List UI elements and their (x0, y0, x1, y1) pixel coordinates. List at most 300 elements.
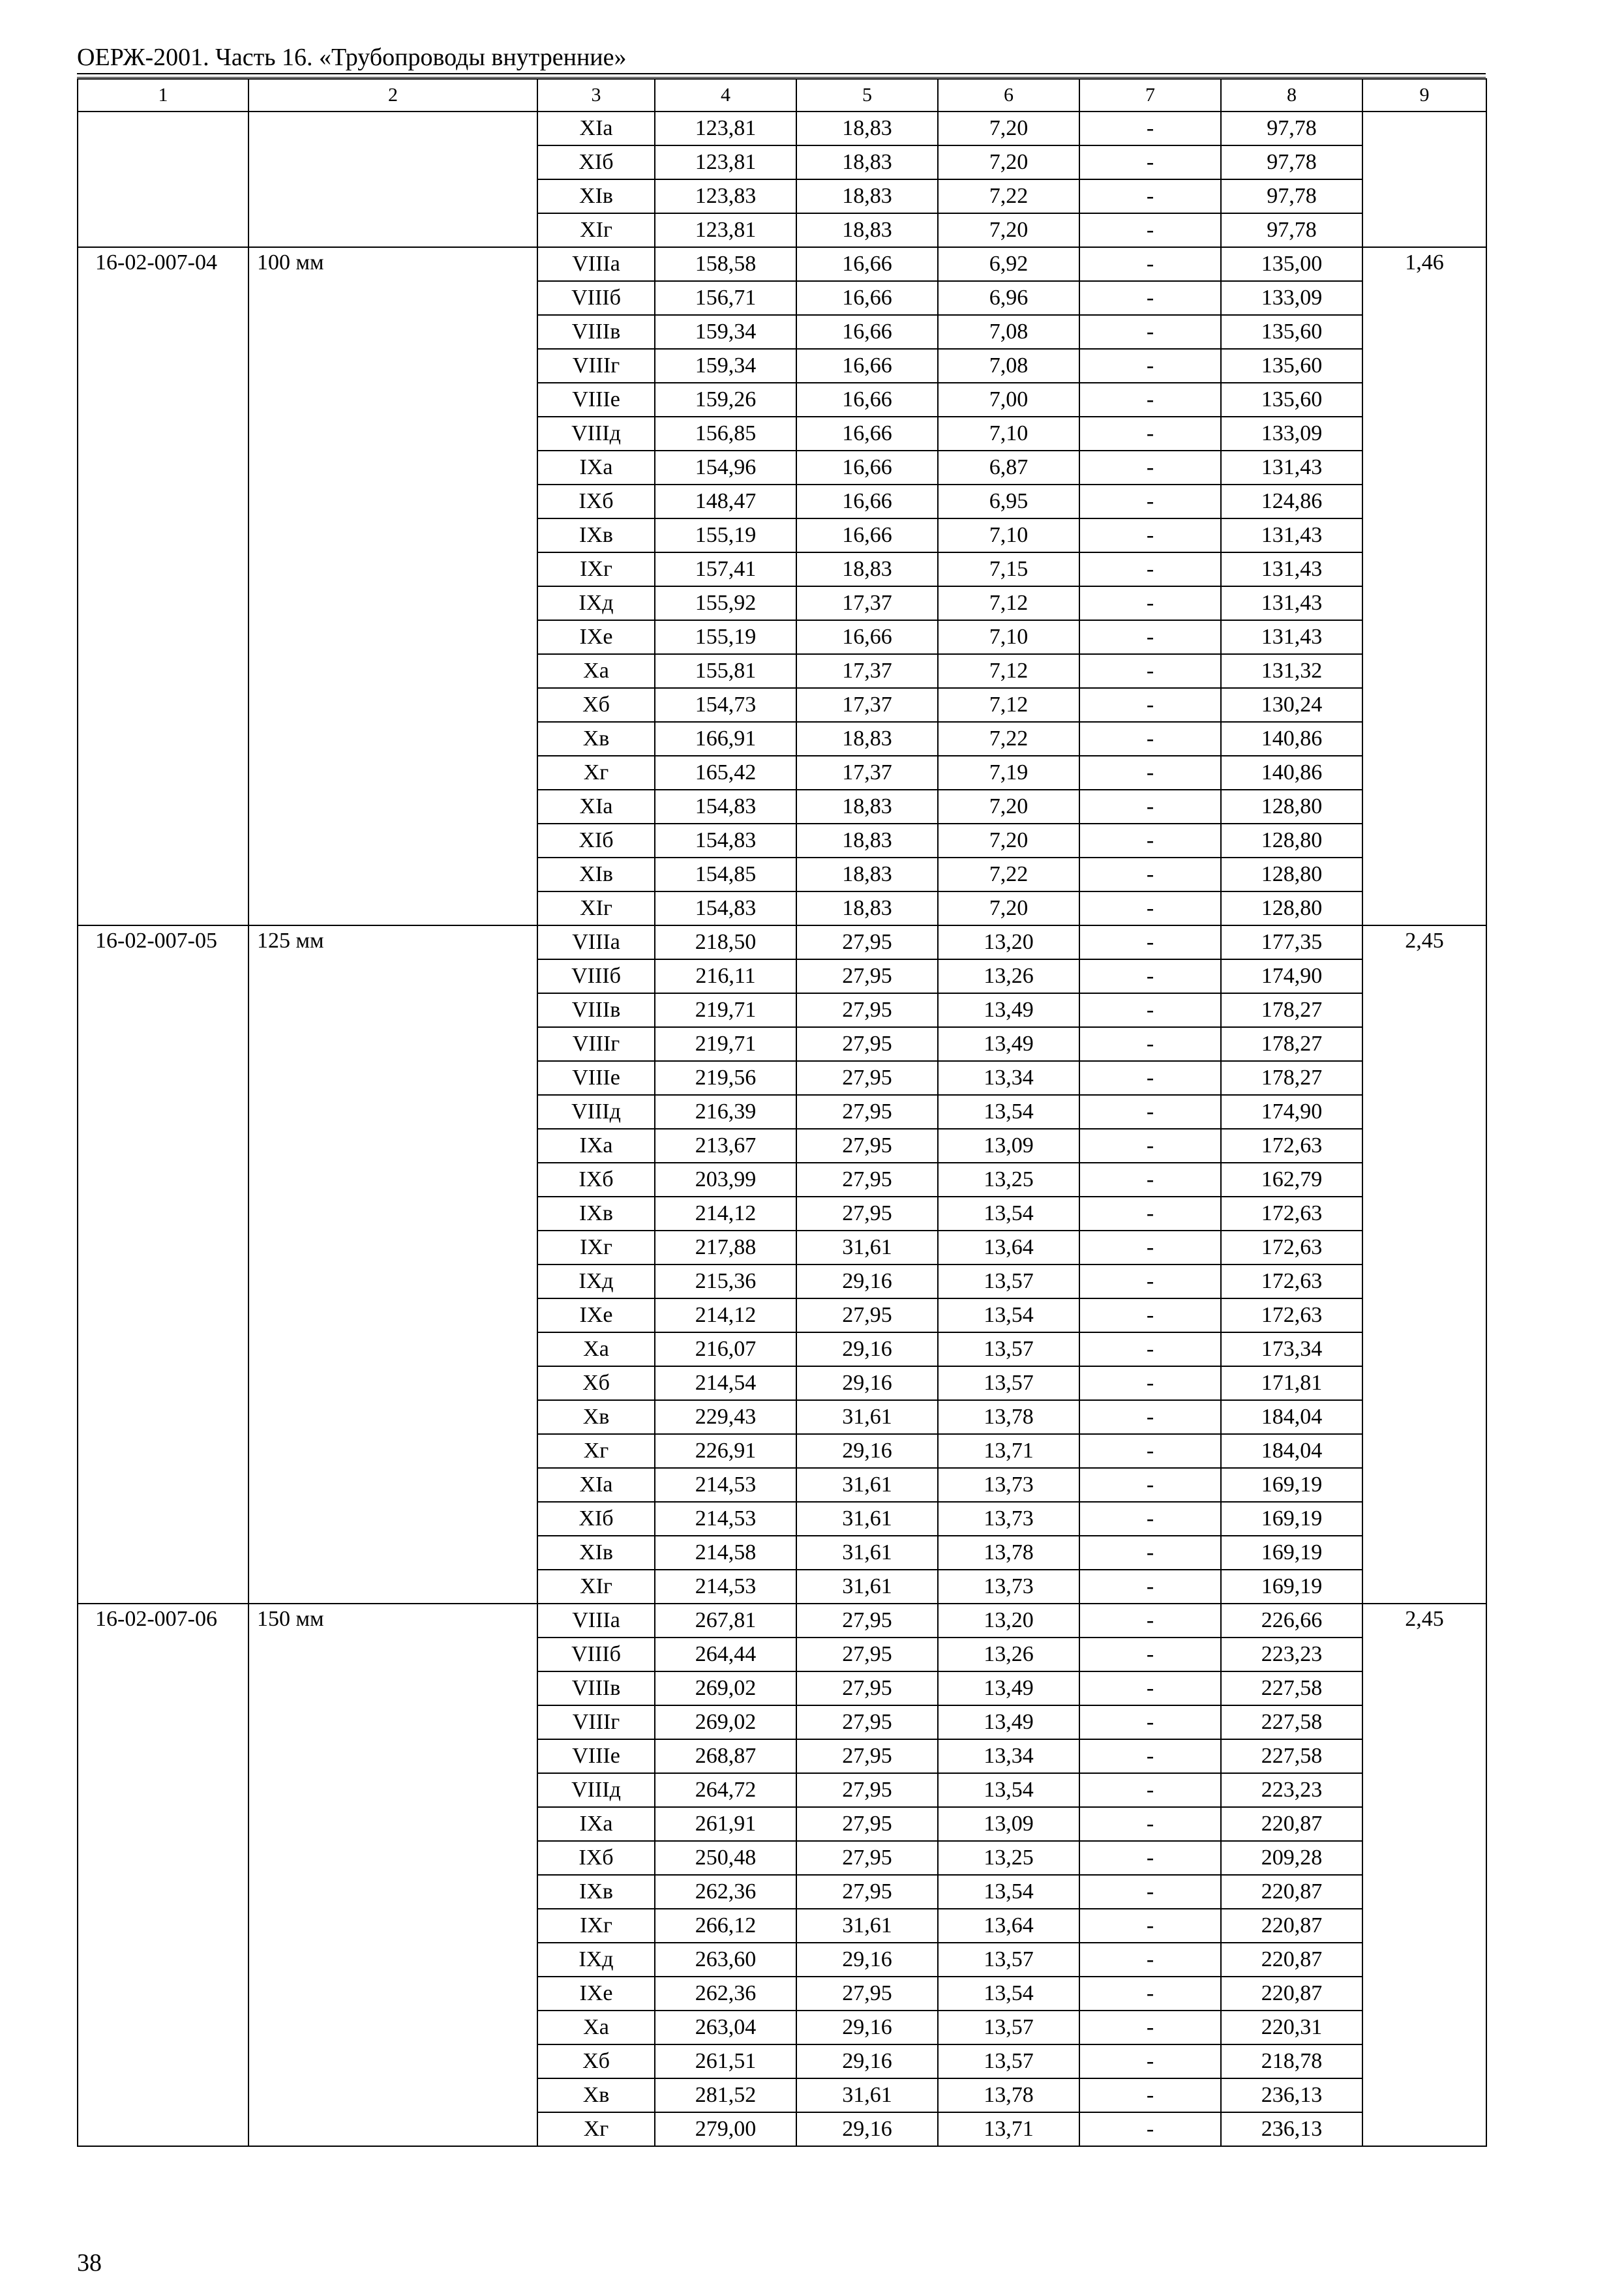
region-cell: VIIIв (537, 315, 655, 349)
col5-cell: 18,83 (796, 891, 938, 925)
col4-cell: 214,53 (655, 1570, 796, 1604)
col6-cell: 13,54 (938, 1197, 1079, 1231)
col6-cell: 13,73 (938, 1502, 1079, 1536)
col8-cell: 173,34 (1221, 1332, 1362, 1366)
col5-cell: 27,95 (796, 1977, 938, 2011)
col4-cell: 268,87 (655, 1739, 796, 1773)
col8-cell: 178,27 (1221, 993, 1362, 1027)
col8-cell: 128,80 (1221, 858, 1362, 891)
col6-cell: 6,92 (938, 247, 1079, 281)
region-cell: XIв (537, 858, 655, 891)
col8-cell: 227,58 (1221, 1739, 1362, 1773)
col5-cell: 27,95 (796, 1671, 938, 1705)
region-cell: IXд (537, 1943, 655, 1977)
col5-cell: 27,95 (796, 1061, 938, 1095)
region-cell: IXа (537, 1129, 655, 1163)
col7-cell: - (1079, 1434, 1221, 1468)
col5-cell: 16,66 (796, 620, 938, 654)
col4-cell: 279,00 (655, 2112, 796, 2146)
col4-cell: 214,53 (655, 1502, 796, 1536)
col5-cell: 16,66 (796, 451, 938, 485)
col7-cell: - (1079, 1977, 1221, 2011)
col6-cell: 13,71 (938, 2112, 1079, 2146)
region-cell: IXа (537, 451, 655, 485)
col7-cell: - (1079, 1332, 1221, 1366)
col8-cell: 135,60 (1221, 315, 1362, 349)
col7-cell: - (1079, 586, 1221, 620)
rates-table (77, 78, 1487, 2147)
col4-cell: 281,52 (655, 2078, 796, 2112)
region-cell: XIг (537, 213, 655, 247)
col4-cell: 218,50 (655, 925, 796, 959)
col5-cell: 27,95 (796, 1027, 938, 1061)
col4-cell: 159,26 (655, 383, 796, 417)
col5-cell: 17,37 (796, 654, 938, 688)
region-cell: Xг (537, 1434, 655, 1468)
col5-cell: 27,95 (796, 1875, 938, 1909)
col5-cell: 16,66 (796, 485, 938, 518)
col5-cell: 27,95 (796, 1638, 938, 1671)
col7-cell: - (1079, 858, 1221, 891)
region-cell: XIг (537, 891, 655, 925)
col7-cell: - (1079, 247, 1221, 281)
col6-cell: 13,49 (938, 1705, 1079, 1739)
col9-cell: 1,46 (1362, 247, 1486, 925)
col7-cell: - (1079, 112, 1221, 145)
col6-cell: 13,64 (938, 1231, 1079, 1264)
col8-cell: 227,58 (1221, 1705, 1362, 1739)
col8-cell: 128,80 (1221, 824, 1362, 858)
col6-cell: 13,57 (938, 1332, 1079, 1366)
col8-cell: 169,19 (1221, 1468, 1362, 1502)
col5-cell: 29,16 (796, 1943, 938, 1977)
col7-cell: - (1079, 2044, 1221, 2078)
region-cell: VIIIа (537, 925, 655, 959)
col4-cell: 154,85 (655, 858, 796, 891)
col7-cell: - (1079, 722, 1221, 756)
col6-cell: 13,78 (938, 2078, 1079, 2112)
col5-cell: 27,95 (796, 1705, 938, 1739)
col6-cell: 13,54 (938, 1298, 1079, 1332)
col4-cell: 165,42 (655, 756, 796, 790)
column-number-2: 2 (248, 79, 537, 112)
region-cell: IXа (537, 1807, 655, 1841)
col8-cell: 172,63 (1221, 1197, 1362, 1231)
table-row (78, 247, 1486, 281)
region-cell: IXв (537, 518, 655, 552)
rate-code-cell: 16-02-007-06 (78, 1604, 248, 2146)
col7-cell: - (1079, 1061, 1221, 1095)
col8-cell: 174,90 (1221, 1095, 1362, 1129)
region-cell: Xб (537, 2044, 655, 2078)
col4-cell: 219,71 (655, 993, 796, 1027)
col4-cell: 156,85 (655, 417, 796, 451)
col6-cell: 13,54 (938, 1875, 1079, 1909)
col5-cell: 27,95 (796, 993, 938, 1027)
column-number-7: 7 (1079, 79, 1221, 112)
col6-cell: 7,12 (938, 688, 1079, 722)
col5-cell: 29,16 (796, 1434, 938, 1468)
col5-cell: 31,61 (796, 1502, 938, 1536)
col4-cell: 123,81 (655, 112, 796, 145)
region-cell: IXд (537, 1264, 655, 1298)
column-number-1: 1 (78, 79, 248, 112)
col8-cell: 236,13 (1221, 2078, 1362, 2112)
col4-cell: 219,71 (655, 1027, 796, 1061)
col4-cell: 214,54 (655, 1366, 796, 1400)
region-cell: XIб (537, 145, 655, 179)
col8-cell: 131,43 (1221, 518, 1362, 552)
col9-cell: 2,45 (1362, 925, 1486, 1604)
region-cell: XIв (537, 1536, 655, 1570)
region-cell: XIб (537, 824, 655, 858)
region-cell: XIб (537, 1502, 655, 1536)
col6-cell: 7,19 (938, 756, 1079, 790)
col4-cell: 264,72 (655, 1773, 796, 1807)
col6-cell: 13,09 (938, 1129, 1079, 1163)
col5-cell: 18,83 (796, 824, 938, 858)
col5-cell: 16,66 (796, 383, 938, 417)
col8-cell: 128,80 (1221, 790, 1362, 824)
region-cell: VIIIг (537, 349, 655, 383)
col5-cell: 16,66 (796, 247, 938, 281)
col6-cell: 7,12 (938, 586, 1079, 620)
region-cell: VIIIе (537, 1739, 655, 1773)
col7-cell: - (1079, 281, 1221, 315)
col6-cell: 13,57 (938, 2044, 1079, 2078)
col8-cell: 220,31 (1221, 2011, 1362, 2044)
col5-cell: 27,95 (796, 1841, 938, 1875)
col6-cell: 7,22 (938, 179, 1079, 213)
col6-cell: 6,95 (938, 485, 1079, 518)
col8-cell: 131,43 (1221, 552, 1362, 586)
col8-cell: 172,63 (1221, 1264, 1362, 1298)
col6-cell: 13,26 (938, 1638, 1079, 1671)
column-number-row (78, 79, 1486, 112)
col4-cell: 123,81 (655, 213, 796, 247)
col8-cell: 178,27 (1221, 1061, 1362, 1095)
col8-cell: 172,63 (1221, 1231, 1362, 1264)
region-cell: VIIIа (537, 1604, 655, 1638)
region-cell: IXб (537, 485, 655, 518)
col5-cell: 29,16 (796, 2044, 938, 2078)
region-cell: Xг (537, 756, 655, 790)
col7-cell: - (1079, 1298, 1221, 1332)
col4-cell: 214,12 (655, 1197, 796, 1231)
col5-cell: 27,95 (796, 1163, 938, 1197)
col4-cell: 155,81 (655, 654, 796, 688)
table-row (78, 1604, 1486, 1638)
header-rule (77, 73, 1486, 74)
table-row (78, 925, 1486, 959)
col5-cell: 29,16 (796, 1264, 938, 1298)
col4-cell: 269,02 (655, 1705, 796, 1739)
region-cell: IXб (537, 1163, 655, 1197)
col7-cell: - (1079, 315, 1221, 349)
region-cell: IXг (537, 1909, 655, 1943)
col4-cell: 155,92 (655, 586, 796, 620)
page-number: 38 (77, 2249, 102, 2277)
col6-cell: 7,20 (938, 145, 1079, 179)
col8-cell: 169,19 (1221, 1502, 1362, 1536)
col7-cell: - (1079, 1231, 1221, 1264)
col5-cell: 17,37 (796, 586, 938, 620)
col5-cell: 31,61 (796, 1400, 938, 1434)
col8-cell: 220,87 (1221, 1807, 1362, 1841)
pipe-diameter-cell: 100 мм (248, 247, 537, 925)
col9-cell: 2,45 (1362, 1604, 1486, 2146)
col4-cell: 269,02 (655, 1671, 796, 1705)
col8-cell: 162,79 (1221, 1163, 1362, 1197)
col7-cell: - (1079, 1163, 1221, 1197)
col7-cell: - (1079, 1570, 1221, 1604)
col7-cell: - (1079, 1807, 1221, 1841)
region-cell: IXе (537, 620, 655, 654)
col4-cell: 217,88 (655, 1231, 796, 1264)
col6-cell: 13,57 (938, 1366, 1079, 1400)
table-row (78, 112, 1486, 145)
rate-code-cell: 16-02-007-05 (78, 925, 248, 1604)
region-cell: VIIIд (537, 1773, 655, 1807)
col8-cell: 174,90 (1221, 959, 1362, 993)
column-number-6: 6 (938, 79, 1079, 112)
col5-cell: 27,95 (796, 1197, 938, 1231)
col6-cell: 7,20 (938, 112, 1079, 145)
col4-cell: 214,58 (655, 1536, 796, 1570)
region-cell: VIIIб (537, 959, 655, 993)
region-cell: VIIIб (537, 281, 655, 315)
col8-cell: 171,81 (1221, 1366, 1362, 1400)
header-rule-thin (77, 77, 1486, 78)
col8-cell: 184,04 (1221, 1434, 1362, 1468)
col5-cell: 27,95 (796, 925, 938, 959)
col5-cell: 27,95 (796, 1095, 938, 1129)
col4-cell: 226,91 (655, 1434, 796, 1468)
col4-cell: 219,56 (655, 1061, 796, 1095)
region-cell: IXв (537, 1197, 655, 1231)
col8-cell: 178,27 (1221, 1027, 1362, 1061)
col7-cell: - (1079, 2078, 1221, 2112)
col7-cell: - (1079, 213, 1221, 247)
col7-cell: - (1079, 1909, 1221, 1943)
col4-cell: 154,83 (655, 824, 796, 858)
col4-cell: 155,19 (655, 620, 796, 654)
col6-cell: 13,09 (938, 1807, 1079, 1841)
col6-cell: 13,71 (938, 1434, 1079, 1468)
col4-cell: 261,51 (655, 2044, 796, 2078)
col4-cell: 123,83 (655, 179, 796, 213)
region-cell: IXе (537, 1977, 655, 2011)
col5-cell: 27,95 (796, 1739, 938, 1773)
col7-cell: - (1079, 654, 1221, 688)
col5-cell: 27,95 (796, 1129, 938, 1163)
col4-cell: 216,11 (655, 959, 796, 993)
col7-cell: - (1079, 1604, 1221, 1638)
col6-cell: 13,64 (938, 1909, 1079, 1943)
col5-cell: 18,83 (796, 213, 938, 247)
col5-cell: 29,16 (796, 2112, 938, 2146)
col8-cell: 220,87 (1221, 1977, 1362, 2011)
col6-cell: 13,57 (938, 1943, 1079, 1977)
col5-cell: 18,83 (796, 179, 938, 213)
col7-cell: - (1079, 1197, 1221, 1231)
col4-cell: 203,99 (655, 1163, 796, 1197)
col7-cell: - (1079, 1129, 1221, 1163)
region-cell: VIIIд (537, 1095, 655, 1129)
col5-cell: 27,95 (796, 959, 938, 993)
col6-cell: 13,57 (938, 2011, 1079, 2044)
col6-cell: 7,22 (938, 858, 1079, 891)
region-cell: VIIIе (537, 1061, 655, 1095)
col4-cell: 263,04 (655, 2011, 796, 2044)
col4-cell: 216,07 (655, 1332, 796, 1366)
col5-cell: 18,83 (796, 552, 938, 586)
col7-cell: - (1079, 1705, 1221, 1739)
region-cell: XIв (537, 179, 655, 213)
col8-cell: 131,32 (1221, 654, 1362, 688)
page-header: ОЕРЖ-2001. Часть 16. «Трубопроводы внутренние» (77, 44, 627, 71)
col5-cell: 31,61 (796, 2078, 938, 2112)
region-cell: Xа (537, 2011, 655, 2044)
col6-cell: 7,20 (938, 824, 1079, 858)
col6-cell: 6,96 (938, 281, 1079, 315)
col7-cell: - (1079, 1671, 1221, 1705)
col8-cell: 227,58 (1221, 1671, 1362, 1705)
col7-cell: - (1079, 2011, 1221, 2044)
col5-cell: 31,61 (796, 1468, 938, 1502)
col5-cell: 27,95 (796, 1298, 938, 1332)
col7-cell: - (1079, 1943, 1221, 1977)
col8-cell: 135,00 (1221, 247, 1362, 281)
pipe-diameter-cell: 150 мм (248, 1604, 537, 2146)
col6-cell: 7,20 (938, 790, 1079, 824)
region-cell: XIа (537, 112, 655, 145)
region-cell: Xб (537, 1366, 655, 1400)
col7-cell: - (1079, 145, 1221, 179)
col7-cell: - (1079, 1027, 1221, 1061)
col5-cell: 18,83 (796, 790, 938, 824)
col4-cell: 158,58 (655, 247, 796, 281)
col8-cell: 184,04 (1221, 1400, 1362, 1434)
col6-cell: 7,12 (938, 654, 1079, 688)
col7-cell: - (1079, 417, 1221, 451)
column-number-8: 8 (1221, 79, 1362, 112)
col4-cell: 262,36 (655, 1875, 796, 1909)
region-cell: Xг (537, 2112, 655, 2146)
region-cell: Xб (537, 688, 655, 722)
col5-cell: 16,66 (796, 281, 938, 315)
column-number-5: 5 (796, 79, 938, 112)
region-cell: XIа (537, 790, 655, 824)
region-cell: Xа (537, 654, 655, 688)
col6-cell: 13,25 (938, 1841, 1079, 1875)
col8-cell: 130,24 (1221, 688, 1362, 722)
col8-cell: 223,23 (1221, 1773, 1362, 1807)
col5-cell: 31,61 (796, 1570, 938, 1604)
col9-cell (1362, 112, 1486, 247)
col4-cell: 154,73 (655, 688, 796, 722)
col8-cell: 169,19 (1221, 1570, 1362, 1604)
col7-cell: - (1079, 518, 1221, 552)
region-cell: Xв (537, 2078, 655, 2112)
col6-cell: 7,20 (938, 213, 1079, 247)
region-cell: XIа (537, 1468, 655, 1502)
col8-cell: 223,23 (1221, 1638, 1362, 1671)
col6-cell: 7,00 (938, 383, 1079, 417)
col6-cell: 6,87 (938, 451, 1079, 485)
region-cell: Xв (537, 1400, 655, 1434)
col6-cell: 7,10 (938, 518, 1079, 552)
col7-cell: - (1079, 1400, 1221, 1434)
col4-cell: 267,81 (655, 1604, 796, 1638)
col7-cell: - (1079, 1264, 1221, 1298)
region-cell: IXг (537, 552, 655, 586)
col6-cell: 13,20 (938, 1604, 1079, 1638)
col6-cell: 7,10 (938, 620, 1079, 654)
col4-cell: 159,34 (655, 349, 796, 383)
col7-cell: - (1079, 925, 1221, 959)
col7-cell: - (1079, 1468, 1221, 1502)
column-number-4: 4 (655, 79, 796, 112)
col8-cell: 133,09 (1221, 417, 1362, 451)
col8-cell: 172,63 (1221, 1129, 1362, 1163)
col8-cell: 209,28 (1221, 1841, 1362, 1875)
col4-cell: 264,44 (655, 1638, 796, 1671)
col6-cell: 13,34 (938, 1739, 1079, 1773)
col8-cell: 220,87 (1221, 1943, 1362, 1977)
col5-cell: 18,83 (796, 858, 938, 891)
col6-cell: 13,73 (938, 1570, 1079, 1604)
col7-cell: - (1079, 349, 1221, 383)
region-cell: IXд (537, 586, 655, 620)
col5-cell: 17,37 (796, 756, 938, 790)
col8-cell: 124,86 (1221, 485, 1362, 518)
col6-cell: 13,25 (938, 1163, 1079, 1197)
col6-cell: 13,49 (938, 1027, 1079, 1061)
col5-cell: 16,66 (796, 349, 938, 383)
region-cell: IXг (537, 1231, 655, 1264)
col7-cell: - (1079, 1536, 1221, 1570)
rate-code-cell (78, 112, 248, 247)
col7-cell: - (1079, 1841, 1221, 1875)
col8-cell: 177,35 (1221, 925, 1362, 959)
col4-cell: 157,41 (655, 552, 796, 586)
col5-cell: 31,61 (796, 1536, 938, 1570)
col5-cell: 29,16 (796, 1366, 938, 1400)
col4-cell: 154,83 (655, 891, 796, 925)
region-cell: VIIIг (537, 1705, 655, 1739)
col8-cell: 97,78 (1221, 213, 1362, 247)
col5-cell: 27,95 (796, 1773, 938, 1807)
region-cell: VIIIд (537, 417, 655, 451)
region-cell: IXб (537, 1841, 655, 1875)
col6-cell: 13,49 (938, 1671, 1079, 1705)
col7-cell: - (1079, 620, 1221, 654)
col5-cell: 18,83 (796, 722, 938, 756)
col5-cell: 31,61 (796, 1909, 938, 1943)
col7-cell: - (1079, 1773, 1221, 1807)
col4-cell: 214,53 (655, 1468, 796, 1502)
col8-cell: 236,13 (1221, 2112, 1362, 2146)
col8-cell: 135,60 (1221, 383, 1362, 417)
col6-cell: 7,20 (938, 891, 1079, 925)
col8-cell: 172,63 (1221, 1298, 1362, 1332)
col4-cell: 155,19 (655, 518, 796, 552)
table-body (78, 112, 1486, 2146)
col8-cell: 218,78 (1221, 2044, 1362, 2078)
col6-cell: 13,78 (938, 1400, 1079, 1434)
col4-cell: 214,12 (655, 1298, 796, 1332)
